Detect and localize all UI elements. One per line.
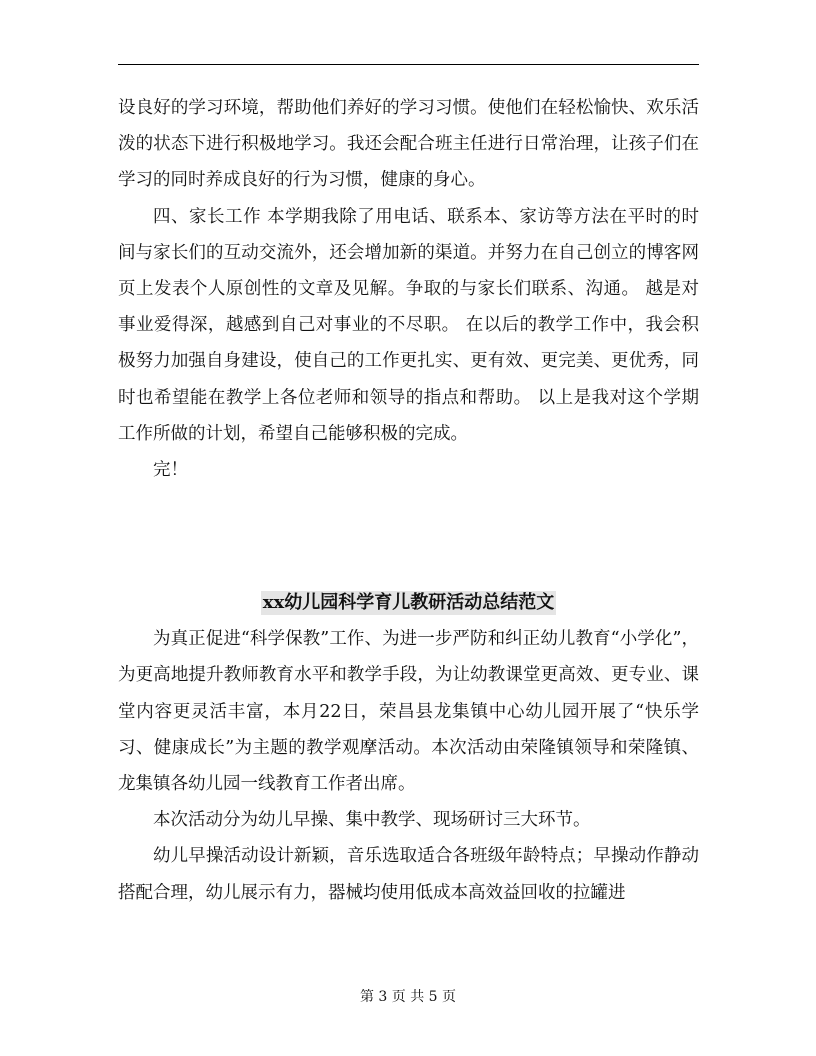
article-title: xx幼儿园科学育儿教研活动总结范文 bbox=[262, 592, 555, 614]
paragraph-continued: 设良好的学习环境，帮助他们养好的学习习惯。使他们在轻松愉快、欢乐活泼的状态下进行积极地学习。我还会配合班主任进行日常治理，让孩子们在学习的同时养成良好的行为习惯，健康的身心。 bbox=[118, 98, 699, 191]
header-rule bbox=[118, 64, 699, 65]
paragraph-activity-parts: 本次活动分为幼儿早操、集中教学、现场研讨三大环节。 bbox=[153, 810, 591, 831]
paragraph-morning-exercise: 幼儿早操活动设计新颖，音乐选取适合各班级年龄特点；早操动作静动搭配合理，幼儿展示有力，器械均使用低成本高效益回收的拉罐进 bbox=[118, 846, 699, 903]
page-footer: 第 3 页 共 5 页 bbox=[359, 989, 457, 1005]
paragraph-end-mark: 完！ bbox=[153, 460, 188, 481]
document-body bbox=[118, 90, 699, 911]
section-gap bbox=[118, 488, 699, 585]
title-container bbox=[118, 585, 699, 621]
paragraph-intro: 为真正促进“科学保教”工作、为进一步严防和纠正幼儿教育“小学化”，为更高地提升教师教育水平和教学手段，为让幼教课堂更高效、更专业、课堂内容更灵活丰富，本月22日，荣昌县龙集镇中心幼儿园开展了“快乐学习、健康成长”为主题的教学观摩活动。本次活动由荣隆镇领导和荣隆镇、龙集镇各幼儿园一线教育工作者出席。 bbox=[118, 629, 699, 795]
paragraph-parent-work: 四、家长工作 本学期我除了用电话、联系本、家访等方法在平时的时间与家长们的互动交流外，还会增加新的渠道。并努力在自己创立的博客网页上发表个人原创性的文章及见解。争取的与家长们联系、沟通。 越是对事业爱得深，越感到自己对事业的不尽职。 在以后的教学工作中，我会积极努力加强自身建设，使自己的工作更扎实、更有效、更完美、更优秀，同时也希望能在教学上各位老师和领导的指点和帮助。 以上是我对这个学期工作所做的计划，希望自己能够积极的完成。 bbox=[118, 206, 699, 444]
